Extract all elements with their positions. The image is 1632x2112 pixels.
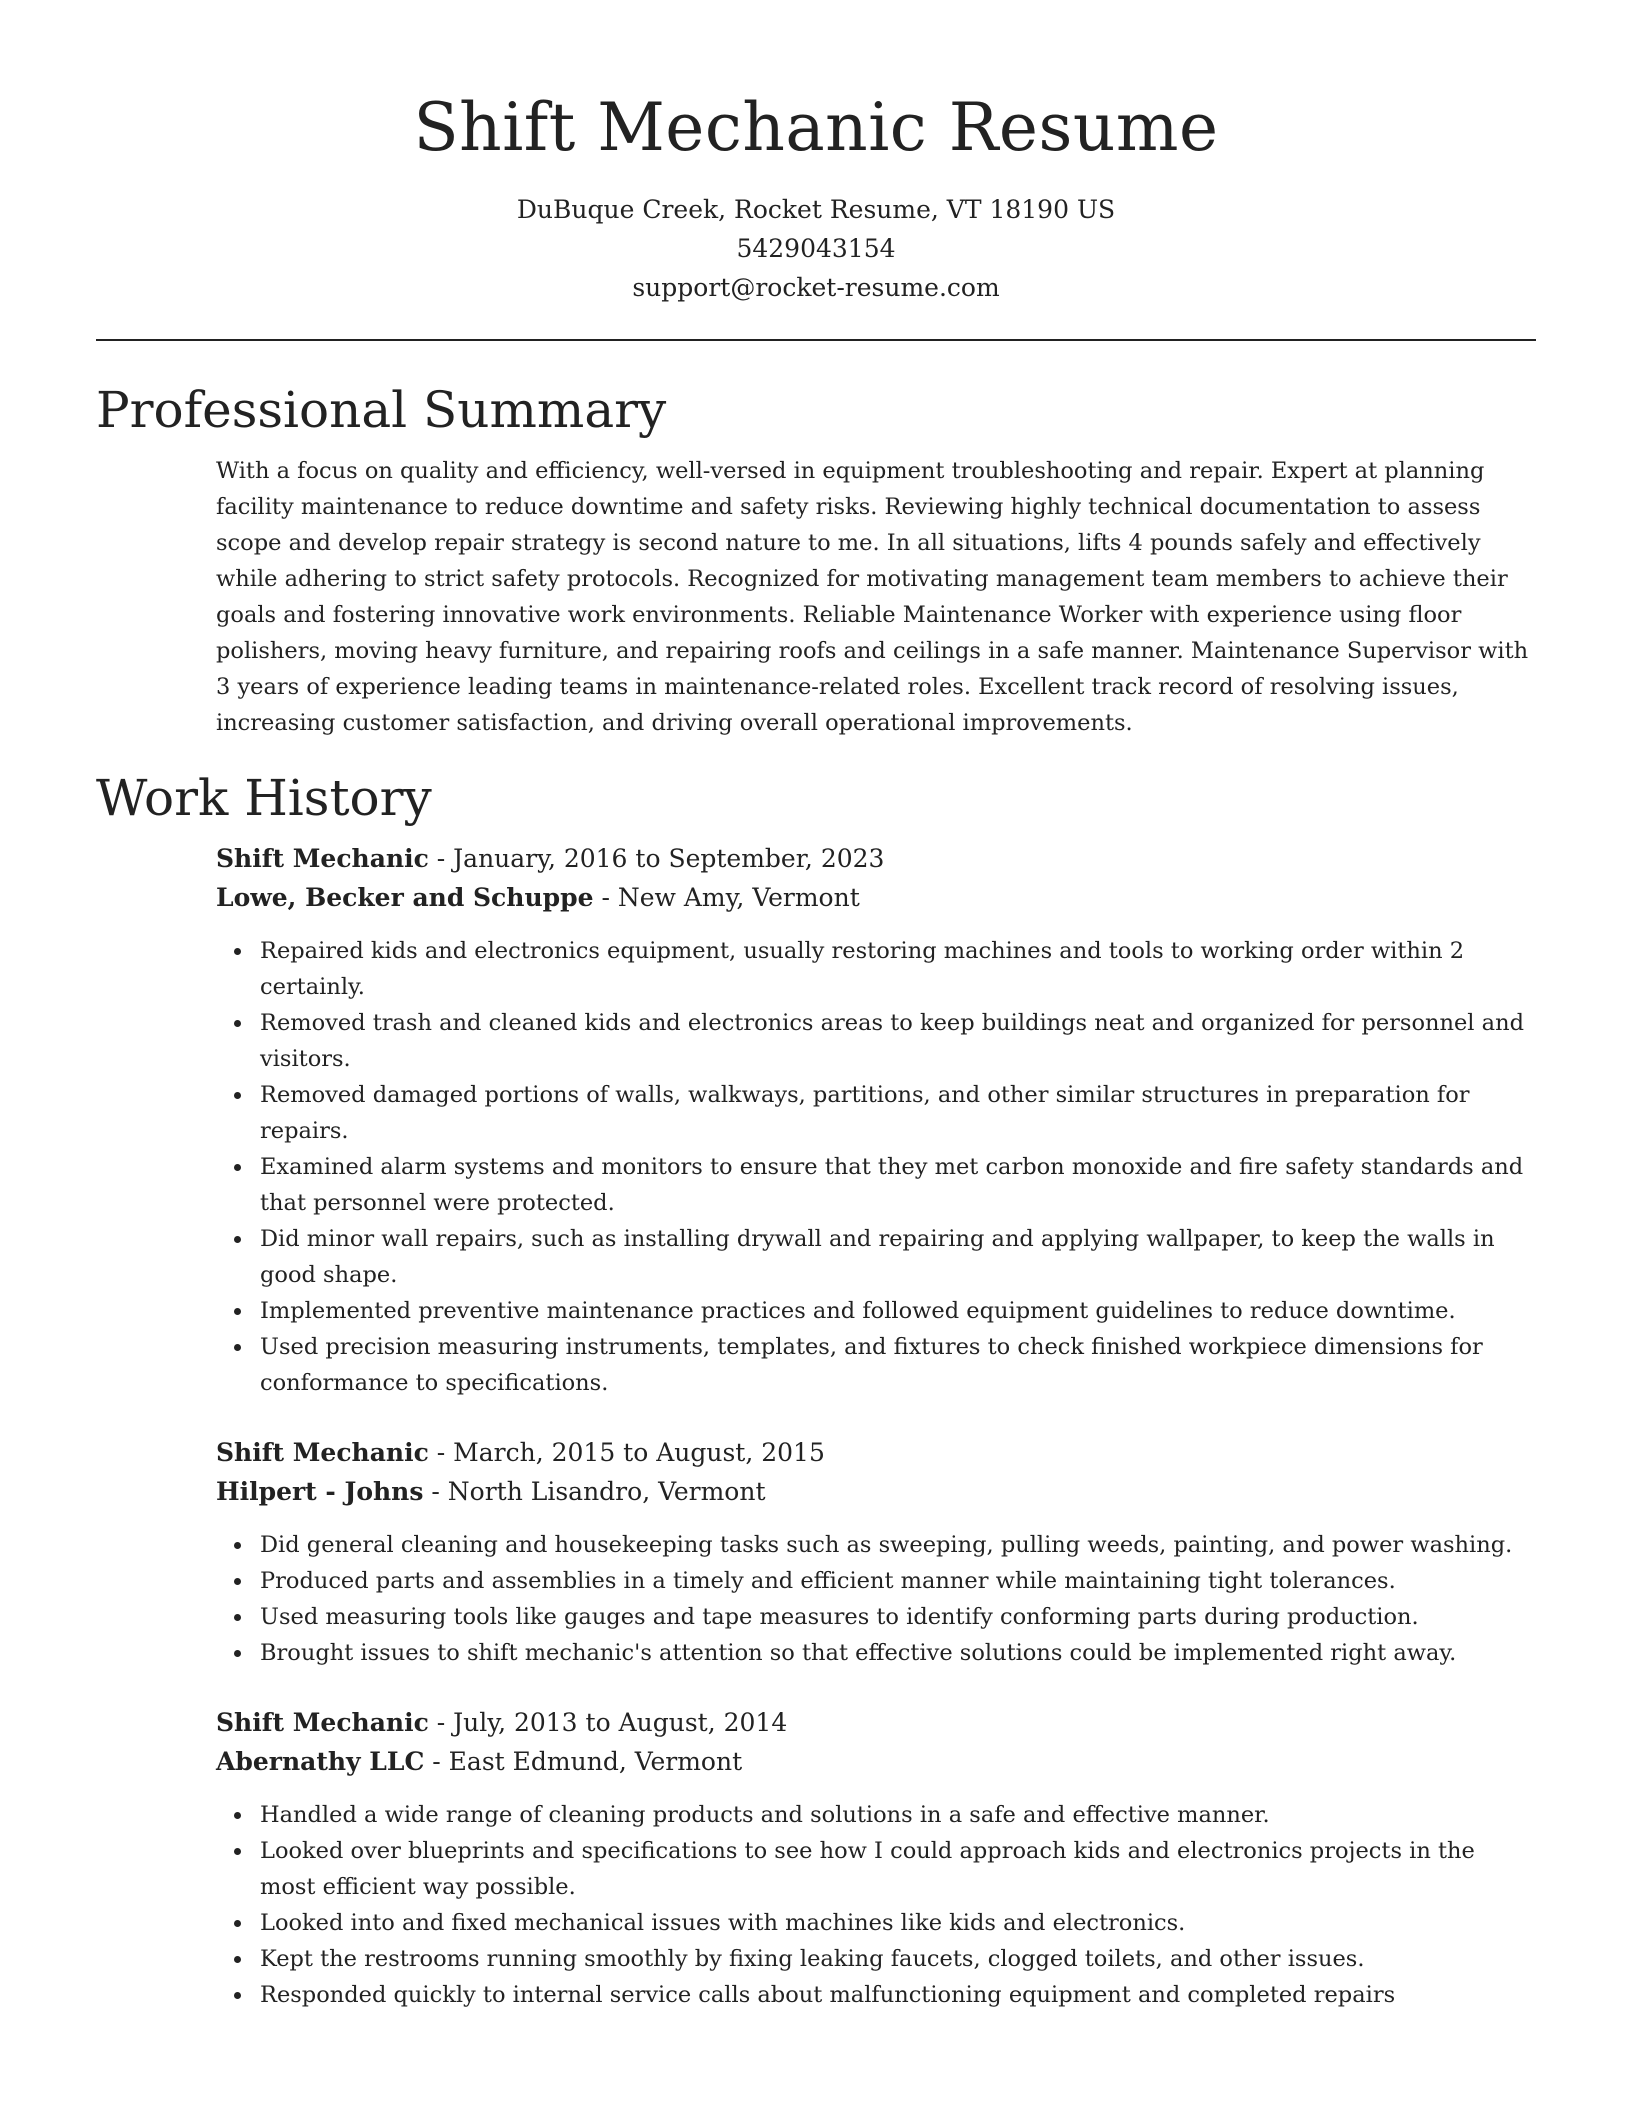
job-bullet: Responded quickly to internal service calls about malfunctioning equipment and completed repairs [260, 1977, 1536, 2013]
job-company: Abernathy LLC [216, 1747, 425, 1776]
job-bullet: Removed damaged portions of walls, walkways, partitions, and other similar structures in preparation for repairs. [260, 1077, 1536, 1149]
job-bullet: Used precision measuring instruments, templates, and fixtures to check finished workpiece dimensions for conformance to specifications. [260, 1329, 1536, 1401]
job-entry [216, 1703, 1536, 2013]
summary-text: With a focus on quality and efficiency, well-versed in equipment troubleshooting and repair. Expert at planning facility maintenance to reduce downtime and safety risks. Reviewing highly technical documentation to assess scope and develop repair strategy is second nature to me. In all situations, lifts 4 pounds safely and effectively while adhering to strict safety protocols. Recognized for motivating management team members to achieve their goals and fostering innovative work environments. Reliable Maintenance Worker with experience using floor polishers, moving heavy furniture, and repairing roofs and ceilings in a safe manner. Maintenance Supervisor with 3 years of experience leading teams in maintenance-related roles. Excellent track record of resolving issues, increasing customer satisfaction, and driving overall operational improvements. [216, 458, 1529, 736]
job-bullet: Removed trash and cleaned kids and electronics areas to keep buildings neat and organized for personnel and visitors. [260, 1005, 1536, 1077]
job-role: Shift Mechanic [216, 1438, 429, 1467]
contact-phone: 5429043154 [736, 234, 896, 263]
job-company-line [216, 1742, 1536, 1781]
job-title-line [216, 1433, 1536, 1472]
resume-header [96, 0, 1536, 307]
job-location: - East Edmund, Vermont [424, 1747, 743, 1776]
job-list [96, 839, 1536, 2013]
job-bullet-list [216, 1527, 1536, 1671]
job-role: Shift Mechanic [216, 1708, 429, 1737]
job-bullet: Handled a wide range of cleaning products and solutions in a safe and effective manner. [260, 1797, 1536, 1833]
job-location: - New Amy, Vermont [593, 883, 860, 912]
job-bullet: Did general cleaning and housekeeping tasks such as sweeping, pulling weeds, painting, and power washing. [260, 1527, 1536, 1563]
job-bullet: Looked into and fixed mechanical issues with machines like kids and electronics. [260, 1905, 1536, 1941]
job-company-line [216, 878, 1536, 917]
job-bullet: Produced parts and assemblies in a timely and efficient manner while maintaining tight tolerances. [260, 1563, 1536, 1599]
header-divider [96, 339, 1536, 341]
job-bullet-list [216, 1797, 1536, 2013]
section-title-work-history: Work History [96, 769, 432, 827]
job-company: Hilpert - Johns [216, 1477, 424, 1506]
job-company: Lowe, Becker and Schuppe [216, 883, 594, 912]
job-bullet: Used measuring tools like gauges and tape measures to identify conforming parts during production. [260, 1599, 1536, 1635]
job-bullet-list [216, 933, 1536, 1401]
contact-email: support@rocket-resume.com [632, 273, 1000, 302]
job-dates: - January, 2016 to September, 2023 [428, 844, 885, 873]
job-title-line [216, 839, 1536, 878]
job-bullet: Brought issues to shift mechanic's attention so that effective solutions could be implemented right away. [260, 1635, 1536, 1671]
job-bullet: Implemented preventive maintenance practices and followed equipment guidelines to reduce downtime. [260, 1293, 1536, 1329]
work-history-section [96, 767, 1536, 2013]
resume-title: Shift Mechanic Resume [413, 89, 1219, 166]
job-entry [216, 839, 1536, 1401]
professional-summary-section [96, 379, 1536, 741]
contact-address: DuBuque Creek, Rocket Resume, VT 18190 US [516, 195, 1116, 224]
job-entry [216, 1433, 1536, 1671]
job-bullet: Looked over blueprints and specifications to see how I could approach kids and electronics projects in the most efficient way possible. [260, 1833, 1536, 1905]
job-bullet: Repaired kids and electronics equipment, usually restoring machines and tools to working order within 2 certainly. [260, 933, 1536, 1005]
job-dates: - July, 2013 to August, 2014 [428, 1708, 788, 1737]
job-bullet: Kept the restrooms running smoothly by fixing leaking faucets, clogged toilets, and other issues. [260, 1941, 1536, 1977]
job-bullet: Did minor wall repairs, such as installing drywall and repairing and applying wallpaper, to keep the walls in good shape. [260, 1221, 1536, 1293]
contact-info [96, 190, 1536, 307]
job-role: Shift Mechanic [216, 844, 429, 873]
section-title-summary: Professional Summary [96, 381, 667, 439]
job-location: - North Lisandro, Vermont [423, 1477, 766, 1506]
job-title-line [216, 1703, 1536, 1742]
job-company-line [216, 1472, 1536, 1511]
job-dates: - March, 2015 to August, 2015 [428, 1438, 825, 1467]
job-bullet: Examined alarm systems and monitors to ensure that they met carbon monoxide and fire safety standards and that personnel were protected. [260, 1149, 1536, 1221]
